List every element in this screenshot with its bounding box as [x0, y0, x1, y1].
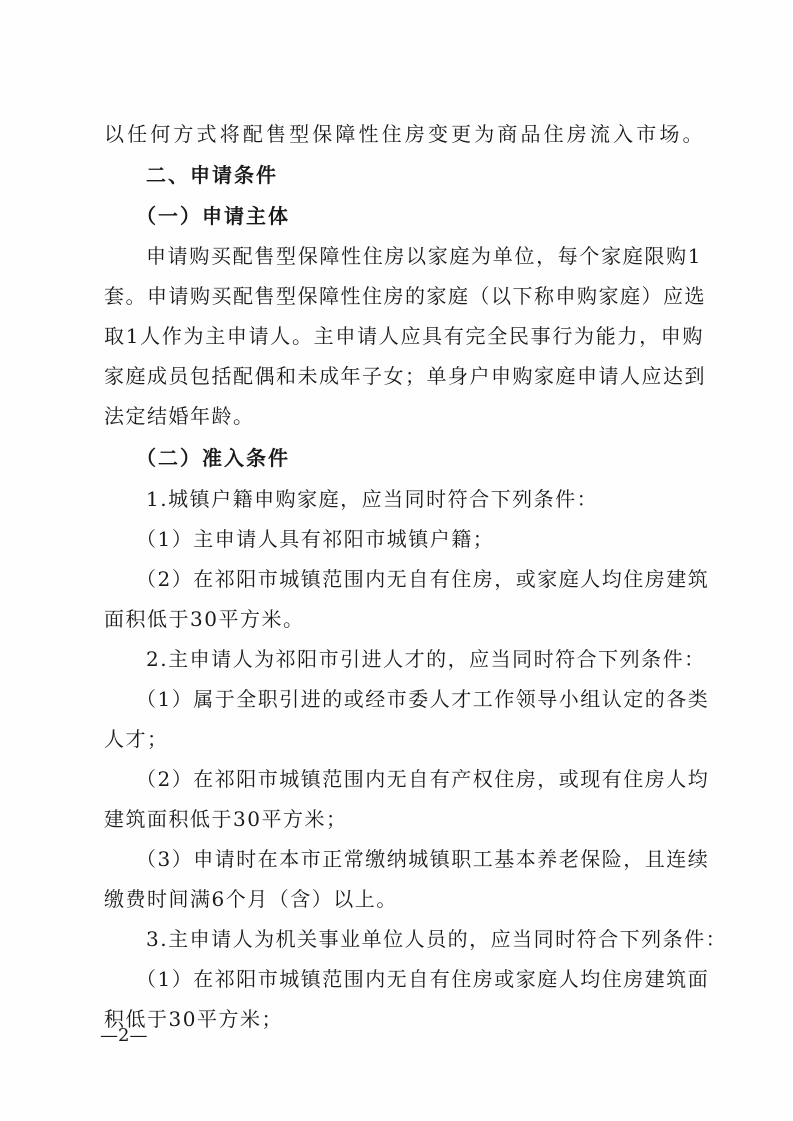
subsection-heading-eligibility: （二）准入条件 — [136, 446, 290, 470]
paragraph-line: 家庭成员包括配偶和未成年子女；单身户申购家庭申请人应达到 — [104, 364, 706, 388]
paragraph-line: 申请购买配售型保障性住房以家庭为单位，每个家庭限购1 — [146, 244, 702, 268]
condition-heading: 2.主申请人为祁阳市引进人才的，应当同时符合下列条件： — [146, 647, 706, 671]
paragraph-continuation: 以任何方式将配售型保障性住房变更为商品住房流入市场。 — [104, 122, 704, 146]
condition-item-continuation: 缴费时间满6个月（含）以上。 — [104, 887, 398, 911]
condition-item: （2）在祁阳市城镇范围内无自有住房，或家庭人均住房建筑 — [136, 567, 710, 591]
condition-item: （2）在祁阳市城镇范围内无自有产权住房，或现有住房人均 — [136, 767, 710, 791]
condition-item-continuation: 面积低于30平方米。 — [104, 607, 305, 631]
paragraph-line: 取1人作为主申请人。主申请人应具有完全民事行为能力，申购 — [104, 324, 704, 348]
condition-item: （1）在祁阳市城镇范围内无自有住房或家庭人均住房建筑面 — [136, 967, 710, 991]
paragraph-line: 套。申请购买配售型保障性住房的家庭（以下称申购家庭）应选 — [104, 284, 706, 308]
subsection-heading-applicant: （一）申请主体 — [136, 204, 290, 228]
condition-item: （1）主申请人具有祁阳市城镇户籍； — [136, 527, 495, 551]
page-number: —2— — [100, 1025, 148, 1046]
condition-heading: 3.主申请人为机关事业单位人员的，应当同时符合下列条件： — [146, 927, 728, 951]
paragraph-line: 法定结婚年龄。 — [104, 404, 255, 428]
condition-item-continuation: 建筑面积低于30平方米； — [104, 807, 348, 831]
condition-item: （1）属于全职引进的或经市委人才工作领导小组认定的各类 — [136, 687, 710, 711]
condition-item: （3）申请时在本市正常缴纳城镇职工基本养老保险，且连续 — [136, 847, 710, 871]
condition-heading: 1.城镇户籍申购家庭，应当同时符合下列条件： — [146, 487, 599, 511]
section-heading-application-conditions: 二、申请条件 — [146, 163, 278, 187]
condition-item-continuation: 积低于30平方米； — [104, 1007, 283, 1031]
condition-item-continuation: 人才； — [104, 727, 169, 751]
